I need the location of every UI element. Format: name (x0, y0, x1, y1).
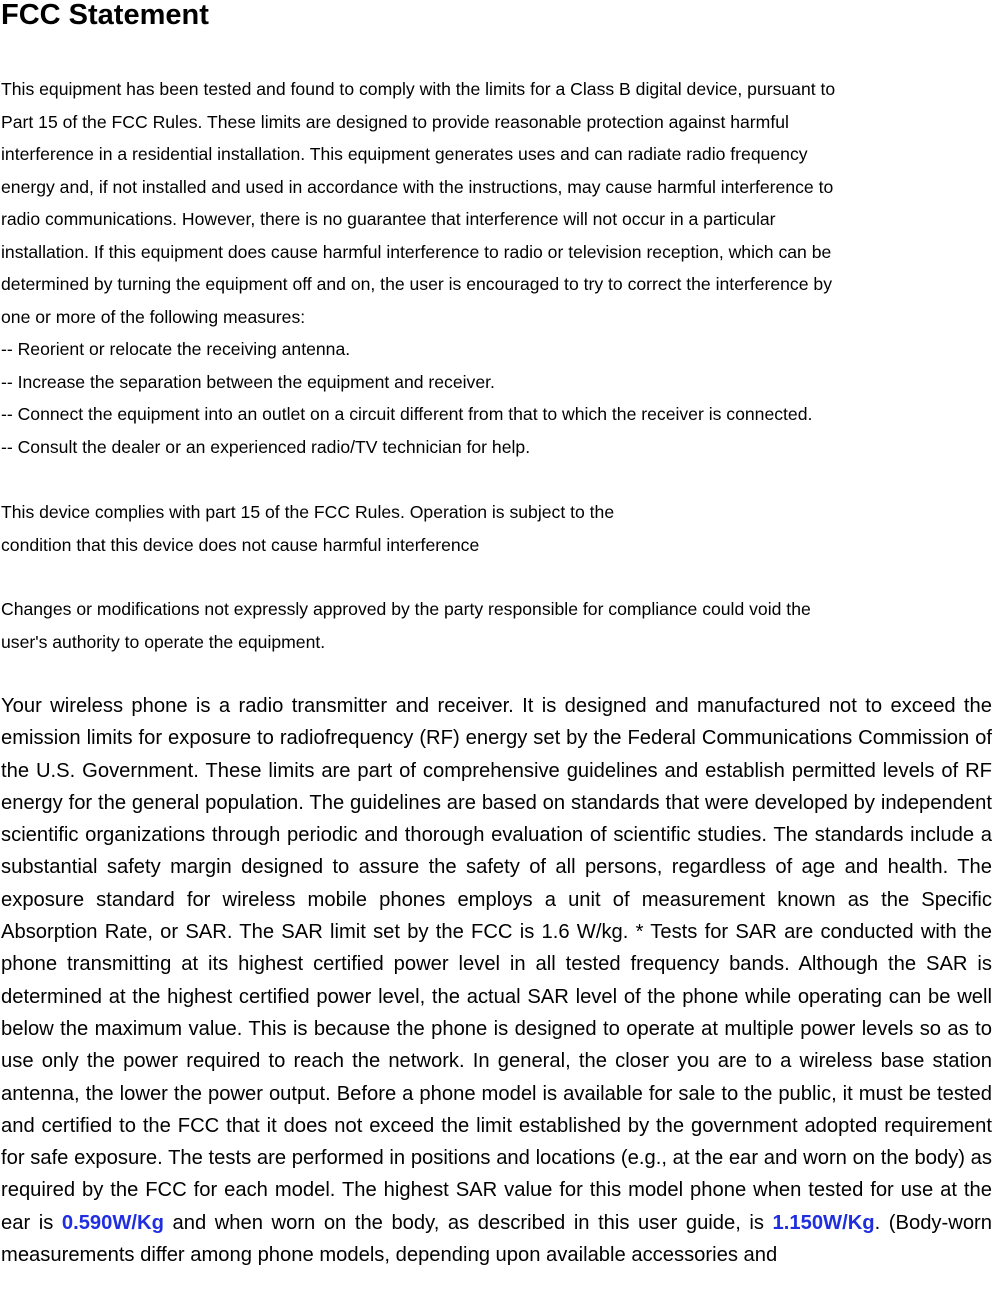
ear-sar-value: 0.590W/Kg (61, 1211, 164, 1234)
body-sar-value: 1.150W/Kg (772, 1211, 875, 1234)
sar-text-after: . (Body-worn measurements differ among phone models, depending upon available accessories and (1, 1211, 992, 1267)
measure-item: -- Reorient or relocate the receiving antenna. (1, 339, 351, 359)
measure-item: -- Connect the equipment into an outlet on a circuit different from that to which the receiver is connected. (1, 404, 813, 424)
paragraph-line: installation. If this equipment does cause harmful interference to radio or television reception, which can be (1, 241, 832, 262)
sar-information-paragraph (1, 690, 992, 1271)
paragraph-line: one or more of the following measures: (1, 306, 306, 327)
measure-item: -- Increase the separation between the equipment and receiver. (1, 371, 495, 392)
paragraph-line: user's authority to operate the equipment. (1, 631, 326, 652)
sar-text-intro: Your wireless phone is a radio transmitter and receiver. It is designed and manufactured not to exceed the emission limits for exposure to radiofrequency (RF) energy set by the Federal Communications Commission of the U.S. Government. These limits are part of comprehensive guidelines and establish permitted levels of RF energy for the general population. The guidelines are based on standards that were developed by independent scientific organizations through periodic and thorough evaluation of scientific studies. The standards include a substantial safety margin designed to assure the safety of all persons, regardless of age and health. The exposure standard for wireless mobile phones employs a unit of measurement known as the Specific Absorption Rate, or SAR. The SAR limit set by the FCC is 1.6 W/kg. * Tests for SAR are conducted with the phone transmitting at its highest certified power level in all tested frequency bands. Although the SAR is determined at the highest certified power level, the actual SAR level of the phone while operating can be well below the maximum value. This is because the phone is designed to operate at multiple power levels so as to use only the power required to reach the network. In general, the closer you are to a wireless base station antenna, the lower the power output. Before a phone model is available for sale to the public, it must be tested and certified to the FCC that it does not exceed the limit established by the government adopted requirement for safe exposure. The tests are performed in positions and locations (e.g., at the ear and worn on the body) as required by the FCC for each model. The highest SAR value for this model phone when tested for use at the ear is (1, 695, 992, 1234)
paragraph-line: Part 15 of the FCC Rules. These limits are designed to provide reasonable protection against harmful (1, 111, 789, 132)
modifications-warning-paragraph (1, 593, 991, 658)
sar-text-middle: and when worn on the body, as described in this user guide, is (163, 1211, 773, 1234)
measure-item: -- Consult the dealer or an experienced radio/TV technician for help. (1, 436, 531, 457)
paragraph-line: Changes or modifications not expressly approved by the party responsible for compliance could void the (1, 599, 811, 619)
paragraph-line: radio communications. However, there is no guarantee that interference will not occur in a particular (1, 209, 776, 229)
page-title: FCC Statement (1, 0, 209, 31)
paragraph-line: interference in a residential installation. This equipment generates uses and can radiate radio frequency (1, 144, 808, 164)
part15-compliance-paragraph (1, 496, 991, 561)
paragraph-line: determined by turning the equipment off and on, the user is encouraged to try to correct the interference by (1, 274, 832, 294)
paragraph-line: condition that this device does not cause harmful interference (1, 534, 480, 555)
paragraph-line: energy and, if not installed and used in accordance with the instructions, may cause harmful interference to (1, 176, 834, 197)
fcc-class-b-paragraph (1, 73, 991, 463)
paragraph-line: This equipment has been tested and found to comply with the limits for a Class B digital device, pursuant to (1, 79, 836, 99)
paragraph-line: This device complies with part 15 of the FCC Rules. Operation is subject to the (1, 502, 615, 522)
